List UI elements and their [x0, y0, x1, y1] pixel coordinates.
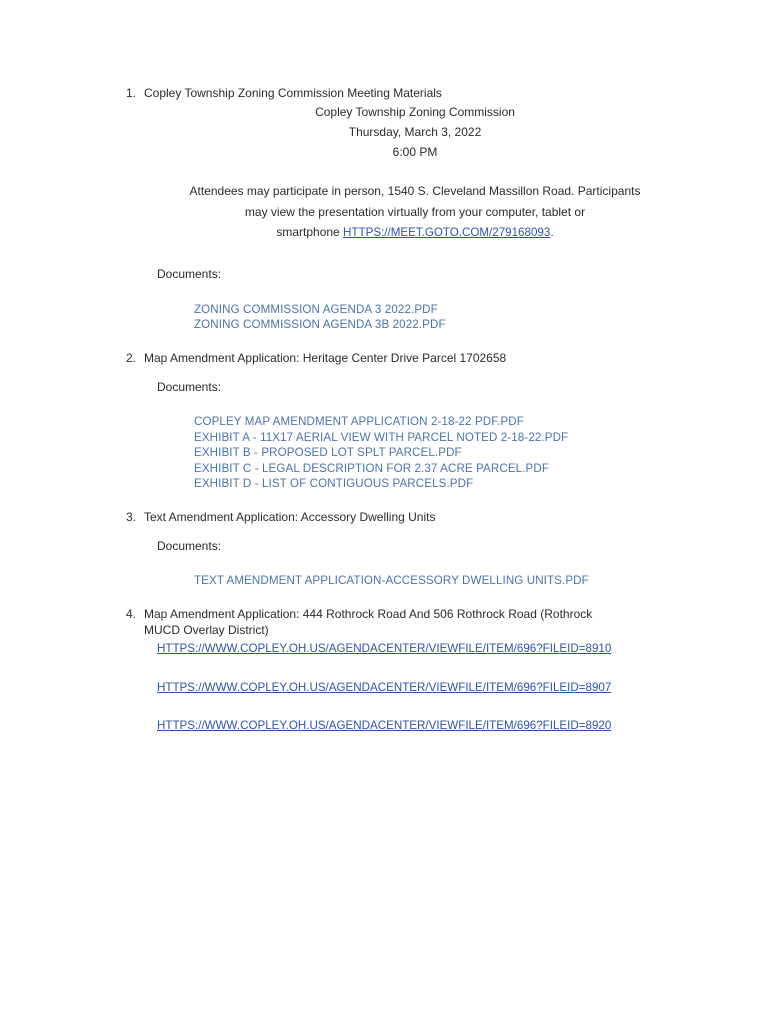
attendance-line-3-suffix: .: [550, 225, 554, 239]
item-2-document-link[interactable]: EXHIBIT B - PROPOSED LOT SPLT PARCEL.PDF: [194, 446, 462, 459]
item-4-url-link[interactable]: HTTPS://WWW.COPLEY.OH.US/AGENDACENTER/VIEWFILE/ITEM/696?FILEID=8920: [157, 719, 612, 732]
item-4-number: 4.: [126, 607, 137, 621]
item-3-title: Text Amendment Application: Accessory Dwelling Units: [144, 510, 436, 524]
item-2-number: 2.: [126, 351, 137, 365]
item-2-document-link[interactable]: EXHIBIT C - LEGAL DESCRIPTION FOR 2.37 ACRE PARCEL.PDF: [194, 462, 550, 475]
item-1-documents-label: Documents:: [157, 267, 222, 281]
item-3-document-link[interactable]: TEXT AMENDMENT APPLICATION-ACCESSORY DWELLING UNITS.PDF: [194, 574, 589, 587]
item-2-document-link[interactable]: EXHIBIT A - 11X17 AERIAL VIEW WITH PARCEL NOTED 2-18-22.PDF: [194, 431, 569, 444]
meeting-time: 6:00 PM: [392, 145, 438, 159]
meeting-header-line-1: Copley Township Zoning Commission: [315, 105, 515, 119]
item-4-title-line-2: MUCD Overlay District): [144, 623, 269, 637]
item-4-url-link[interactable]: HTTPS://WWW.COPLEY.OH.US/AGENDACENTER/VIEWFILE/ITEM/696?FILEID=8910: [157, 642, 612, 655]
item-4-url-link[interactable]: HTTPS://WWW.COPLEY.OH.US/AGENDACENTER/VIEWFILE/ITEM/696?FILEID=8907: [157, 681, 612, 694]
attendance-line-2: may view the presentation virtually from your computer, tablet or: [244, 205, 586, 219]
item-1-title: Copley Township Zoning Commission Meeting Materials: [144, 86, 442, 100]
attendance-line-3-prefix: smartphone: [276, 225, 344, 239]
item-1-number: 1.: [126, 86, 137, 100]
item-1-document-link[interactable]: ZONING COMMISSION AGENDA 3 2022.PDF: [194, 303, 438, 316]
attendance-line-1: Attendees may participate in person, 1540 S. Cleveland Massillon Road. Participants: [189, 184, 641, 198]
item-1-document-link[interactable]: ZONING COMMISSION AGENDA 3B 2022.PDF: [194, 318, 446, 331]
item-2-documents-label: Documents:: [157, 380, 222, 394]
item-3-documents-label: Documents:: [157, 539, 222, 553]
item-3-number: 3.: [126, 510, 137, 524]
item-2-document-link[interactable]: EXHIBIT D - LIST OF CONTIGUOUS PARCELS.PDF: [194, 477, 474, 490]
meeting-url-link[interactable]: HTTPS://MEET.GOTO.COM/279168093: [343, 226, 551, 239]
item-2-title: Map Amendment Application: Heritage Center Drive Parcel 1702658: [144, 351, 507, 365]
attendance-line-3: [30, 225, 770, 240]
meeting-date: Thursday, March 3, 2022: [348, 125, 482, 139]
item-2-document-link[interactable]: COPLEY MAP AMENDMENT APPLICATION 2-18-22 PDF.PDF: [194, 415, 524, 428]
item-4-title-line-1: Map Amendment Application: 444 Rothrock Road And 506 Rothrock Road (Rothrock: [144, 607, 593, 621]
